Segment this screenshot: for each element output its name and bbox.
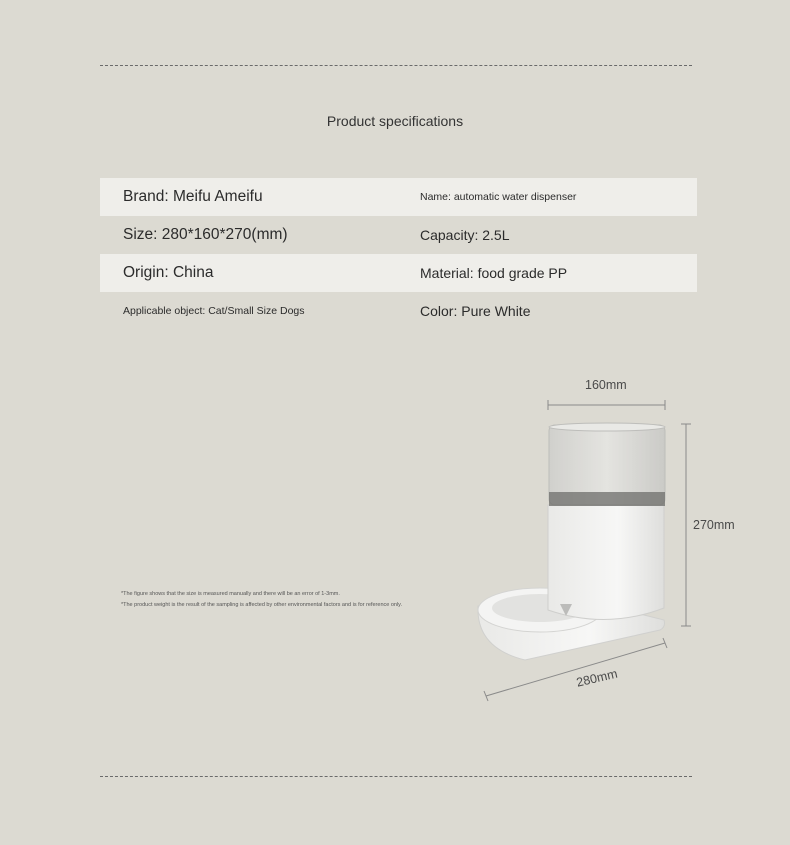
note-measurement-error: *The figure shows that the size is measured manually and there will be an error of 1-3mm.: [121, 591, 340, 597]
spec-origin: Origin: China: [123, 264, 214, 281]
spec-material: Material: food grade PP: [420, 265, 568, 281]
spec-size: Size: 280*160*270(mm): [123, 226, 288, 243]
page-title: Product specifications: [326, 113, 464, 129]
spec-capacity: Capacity: 2.5L: [420, 227, 510, 243]
spec-color: Color: Pure White: [420, 303, 531, 319]
spec-name: Name: automatic water dispenser: [420, 191, 577, 203]
note-weight-reference: *The product weight is the result of the sampling is affected by other environmental factors and is for reference only.: [121, 602, 403, 608]
length-dimension-label: 280mm: [575, 666, 619, 690]
spec-applicable-object: Applicable object: Cat/Small Size Dogs: [123, 305, 305, 317]
height-dimension-label: 270mm: [693, 518, 735, 532]
spec-brand: Brand: Meifu Ameifu: [123, 188, 263, 205]
width-dimension-label: 160mm: [585, 378, 627, 392]
bottom-divider: [100, 776, 692, 777]
